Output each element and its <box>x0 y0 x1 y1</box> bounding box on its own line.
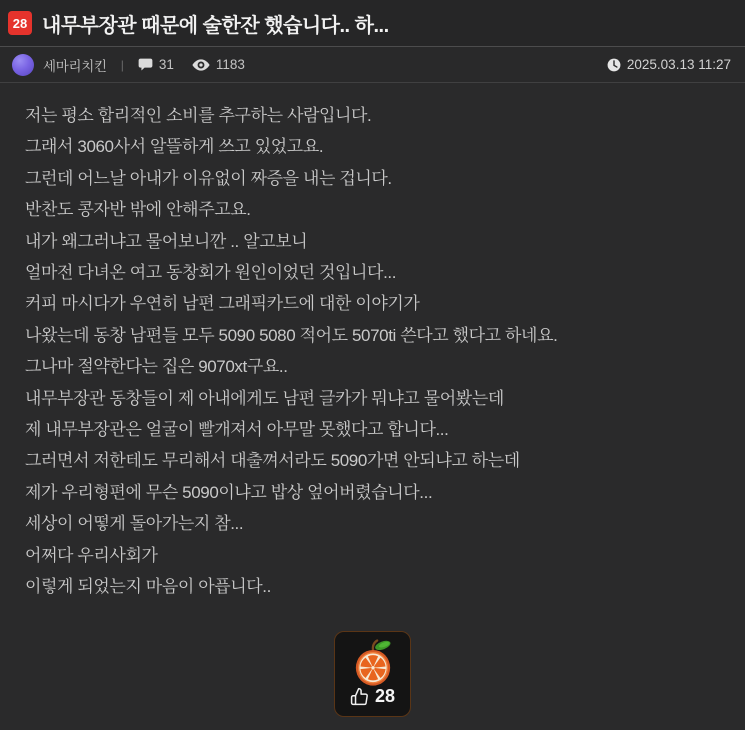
timestamp-wrap <box>607 57 731 72</box>
tangerine-icon <box>346 637 400 686</box>
post-paragraph: 저는 평소 합리적인 소비를 추구하는 사람입니다. <box>25 106 372 125</box>
post-paragraph: 그래서 3060사서 알뜰하게 쓰고 있었고요. <box>25 137 324 157</box>
post-paragraph: 어쩌다 우리사회가 <box>25 545 158 565</box>
post-paragraph: 내무부장관 동창들이 제 아내에게도 남편 글카가 뭐냐고 물어봤는데 <box>25 388 504 408</box>
recommend-button[interactable] <box>334 631 411 717</box>
post-paragraph: 세상이 어떻게 돌아가는지 참... <box>25 514 244 534</box>
post-paragraph: 나왔는데 동창 남편들 모두 5090 5080 적어도 5070ti 쓴다고 했다고 하네요. <box>25 325 558 345</box>
author-avatar[interactable] <box>12 54 34 76</box>
post-paragraph: 이렇게 되었는지 마음이 아픕니다.. <box>25 577 271 597</box>
author-name[interactable]: 세마리치킨 <box>43 58 107 74</box>
post-paragraph: 반찬도 콩자반 밖에 안해주고요. <box>25 200 251 220</box>
meta-separator: | <box>120 57 124 72</box>
like-count: 28 <box>374 685 396 706</box>
comment-count: 31 <box>158 57 174 72</box>
comment-count-stat <box>138 57 174 72</box>
post-paragraph: 그러면서 저한테도 무리해서 대출껴서라도 5090가면 안되냐고 하는데 <box>25 451 520 471</box>
title-bar <box>0 0 745 47</box>
post-paragraph: 내가 왜그러냐고 물어보니깐 .. 알고보니 <box>25 231 308 251</box>
view-count: 1183 <box>215 57 245 72</box>
post-paragraph: 제가 우리형편에 무슨 5090이냐고 밥상 엎어버렸습니다... <box>25 482 433 502</box>
like-button-wrap <box>0 631 745 717</box>
post-meta-row <box>0 47 745 83</box>
view-count-stat <box>192 57 245 72</box>
post-paragraph: 제 내무부장관은 얼굴이 빨개져서 아무말 못했다고 합니다... <box>25 420 449 440</box>
post-paragraph: 그런데 어느날 아내가 이유없이 짜증을 내는 겁니다. <box>25 168 392 188</box>
comment-bubble-icon <box>138 57 153 72</box>
post-body <box>0 83 745 603</box>
like-count-row <box>350 686 395 707</box>
post-paragraph: 커피 마시다가 우연히 남편 그래픽카드에 대한 이야기가 <box>25 294 420 314</box>
post-paragraph: 그나마 절약한다는 집은 9070xt구요.. <box>25 357 288 377</box>
comment-count-badge: 28 <box>8 11 32 35</box>
eye-icon <box>192 58 210 72</box>
post-paragraph: 얼마전 다녀온 여고 동창회가 원인이었던 것입니다... <box>25 263 397 283</box>
post-title: 내무부장관 때문에 술한잔 했습니다.. 하... <box>42 14 389 37</box>
thumbs-up-icon <box>350 687 369 706</box>
post-timestamp: 2025.03.13 11:27 <box>626 57 731 72</box>
clock-icon <box>607 58 621 72</box>
